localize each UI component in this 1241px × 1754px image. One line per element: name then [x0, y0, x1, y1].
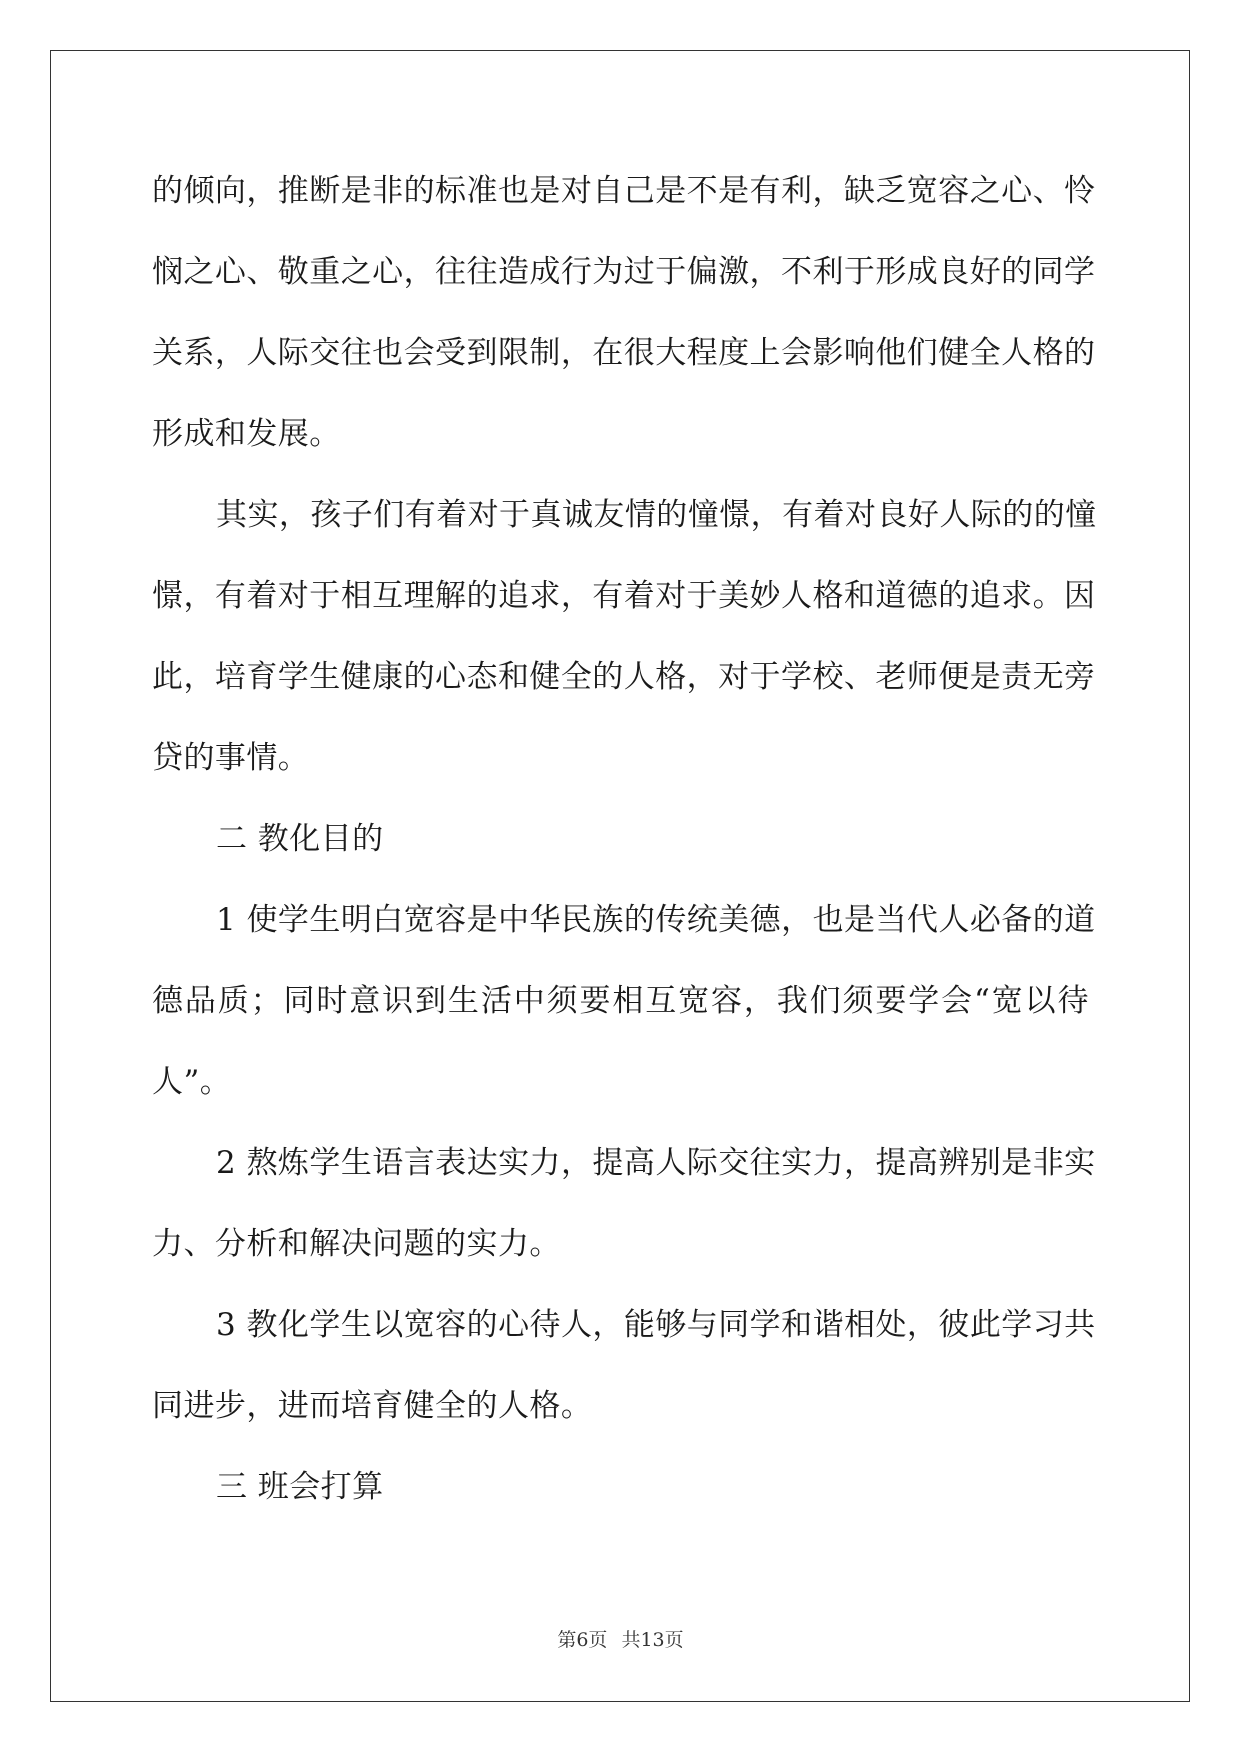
section-heading: 三 班会打算: [216, 1469, 384, 1505]
text-line: 其实，孩子们有着对于真诚友情的憧憬，有着对良好人际的的憧: [216, 497, 1097, 533]
page-footer: [0, 1625, 1241, 1652]
text-line: 人”。: [152, 1064, 232, 1100]
section-heading: 二 教化目的: [216, 821, 384, 857]
text-line: 形成和发展。: [152, 416, 341, 452]
text-line: 的倾向，推断是非的标准也是对自己是不是有利，缺乏宽容之心、怜: [152, 173, 1096, 209]
page-total: 共13页: [621, 1629, 684, 1651]
text-line: 悯之心、敬重之心，往往造成行为过于偏激，不利于形成良好的同学: [152, 254, 1096, 290]
text-line: 贷的事情。: [152, 740, 310, 776]
page-number: 第6页: [557, 1629, 608, 1651]
text-line: 同进步，进而培育健全的人格。: [152, 1388, 593, 1424]
document-body: [152, 160, 1097, 1537]
text-line: 力、分析和解决问题的实力。: [152, 1226, 561, 1262]
text-line: 憬，有着对于相互理解的追求，有着对于美妙人格和道德的追求。因: [152, 578, 1096, 614]
text-line: 德品质；同时意识到生活中须要相互宽容，我们须要学会“宽以待: [152, 983, 1089, 1019]
text-line: 此，培育学生健康的心态和健全的人格，对于学校、老师便是责无旁: [152, 659, 1096, 695]
text-line: 2 熬炼学生语言表达实力，提高人际交往实力，提高辨别是非实: [216, 1145, 1096, 1181]
text-line: 关系，人际交往也会受到限制，在很大程度上会影响他们健全人格的: [152, 335, 1096, 371]
text-line: 3 教化学生以宽容的心待人，能够与同学和谐相处，彼此学习共: [216, 1307, 1096, 1343]
text-line: 1 使学生明白宽容是中华民族的传统美德，也是当代人必备的道: [216, 902, 1096, 938]
